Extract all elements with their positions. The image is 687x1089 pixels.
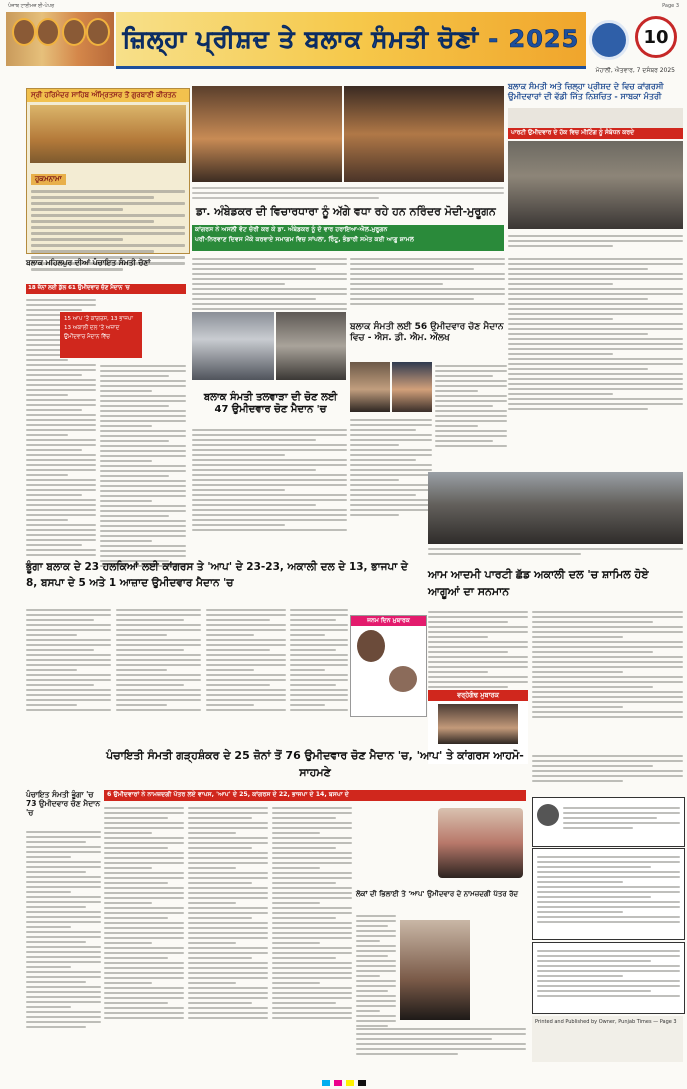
talwara-photo-1 [192, 312, 274, 380]
bhunga-small-text [26, 828, 101, 1068]
bhunga-col-1 [26, 606, 111, 738]
talwara-photo-2 [276, 312, 346, 380]
page-number-badge: 10 [635, 16, 677, 58]
dateline: ਮੋਹਾਲੀ, ਐਤਵਾਰ, 7 ਦਸੰਬਰ 2025 [595, 67, 675, 74]
meta-right: Page 3 [662, 3, 679, 9]
birthday-box [350, 615, 427, 717]
banner-title: ਜ਼ਿਲ੍ਹਾ ਪ੍ਰੀਸ਼ਦ ਤੇ ਬਲਾਕ ਸੰਮਤੀ ਚੋਣਾਂ - 2025 [116, 12, 586, 69]
stat-line-3: ਉਮੀਦਵਾਰ ਮੈਦਾਨ ਵਿੱਚ [64, 334, 111, 340]
mahilpur-headline: ਬਲਾਕ ਮਹਿਲਪੁਰ ਦੀਆਂ ਪੰਚਾਇਤ ਸੰਮਤੀ ਚੋਣਾਂ [26, 258, 151, 267]
congress-red-sub: ਪਾਰਟੀ ਉਮੀਦਵਾਰ ਦੇ ਹੱਕ ਵਿਚ ਮੀਟਿੰਗ ਨੂੰ ਸੰਬੋਧਨ ਕਰਦੇ [508, 128, 683, 139]
imprint-box [532, 1016, 683, 1062]
headline-spacer [508, 108, 683, 128]
akali-col-2 [532, 608, 683, 748]
akali-col-3 [532, 752, 683, 792]
birthday-photo [357, 630, 385, 662]
bhunga-col-4 [290, 606, 348, 738]
notice-ad-2 [532, 942, 685, 1014]
mahilpur-red-sub: 18 ਜ਼ੋਨਾਂ ਲਈ ਕੁੱਲ 61 ਉਮੀਦਵਾਰ ਚੋਣ ਮੈਦਾਨ 'ਚ [26, 284, 186, 294]
center-right-text [350, 255, 505, 305]
ambedkar-article-text [192, 255, 347, 310]
bhunga-small-headline: ਪੰਚਾਇਤ ਸੰਮਤੀ ਭੂੰਗਾ 'ਚ 73 ਉਮੀਦਵਾਰ ਚੋਣ ਮੈਦਾਨ 'ਚ [26, 790, 101, 817]
anniversary-photo [438, 704, 518, 744]
garhshankar-headline: ਪੰਚਾਇਤੀ ਸੰਮਤੀ ਗੜ੍ਹਸ਼ੰਕਰ ਦੇ 25 ਜ਼ੋਨਾਂ ਤੋਂ 76 ਉਮੀਦਵਾਰ ਚੋਣ ਮੈਦਾਨ 'ਚ, 'ਆਪ' ਤੇ ਕਾਂਗਰਸ ਆਹਮੋ-ਸਾਹਮਣੇ [106, 749, 524, 779]
photo-caption-lines [192, 184, 504, 202]
anniversary-label: ਵਰ੍ਹੇਗੰਢ ਮੁਬਾਰਕ [428, 690, 528, 701]
garhshankar-col-2 [188, 804, 268, 1066]
akali-headline: ਆਮ ਆਦਮੀ ਪਾਰਟੀ ਛੱਡ ਅਕਾਲੀ ਦਲ 'ਚ ਸ਼ਾਮਿਲ ਹੋਏ ਆਗੂਆਂ ਦਾ ਸਨਮਾਨ [428, 568, 649, 599]
56-candidates-headline: ਬਲਾਕ ਸੰਮਤੀ ਲਈ 56 ਉਮੀਦਵਾਰ ਚੋਣ ਮੈਦਾਨ ਵਿਚ - ਐਸ. ਡੀ. ਐਮ. ਔਲਖ [350, 322, 504, 343]
talwara-article-text [192, 426, 347, 556]
56-candidates-text [435, 362, 507, 472]
page-meta-strip [8, 3, 679, 11]
banner-face [62, 18, 86, 46]
official-photo [392, 362, 432, 412]
woman-portrait [438, 808, 523, 878]
meta-left: ਪੰਜਾਬ ਟਾਈਮਜ਼ ਈ-ਪੇਪਰ [8, 3, 55, 9]
banner-face [36, 18, 60, 46]
man-portrait [400, 920, 470, 1020]
congress-meeting-photo [508, 141, 683, 229]
garhshankar-col-1 [104, 804, 184, 1066]
green-bullet-1: ਕਾਂਗਰਸ ਨੇ ਅਸਲੀ ਵੋਟ ਚੋਰੀ ਕਰ ਕੇ ਡਾ. ਅੰਬੇਡਕਰ ਨੂੰ ਦੋ ਵਾਰ ਹਰਾਇਆ-ਐਲ.ਮੁਰੂਗਨ [195, 226, 388, 233]
event-photo-2 [344, 86, 504, 182]
sdm-photo [350, 362, 390, 412]
gurbani-box-header: ਸ੍ਰੀ ਹਰਿਮੰਦਰ ਸਾਹਿਬ ਅੰਮ੍ਰਿਤਸਰ ਤੋਂ ਗੁਰਬਾਣੀ ਕੀਰਤਨ [27, 89, 189, 102]
golden-temple-image [30, 105, 186, 163]
bhunga-headline: ਭੂੰਗਾ ਬਲਾਕ ਦੇ 23 ਹਲਕਿਆਂ ਲਈ ਕਾਂਗਰਸ ਤੇ 'ਆਪ' ਦੇ 23-23, ਅਕਾਲੀ ਦਲ ਦੇ 13, ਭਾਜਪਾ ਦੇ 8, ਬਸਪਾ ਦੇ 5 ਅਤੇ 1 ਆਜ਼ਾਦ ਉਮੀਦਵਾਰ ਮੈਦਾਨ 'ਚ [26, 561, 408, 590]
bhunga-col-2 [116, 606, 201, 738]
mahilpur-stat-box [60, 312, 142, 358]
right-column-text [508, 255, 683, 470]
group-photo-caption [428, 545, 683, 559]
masthead-banner [6, 12, 681, 66]
ambedkar-headline: ਡਾ. ਅੰਬੇਡਕਰ ਦੀ ਵਿਚਾਰਧਾਰਾ ਨੂੰ ਅੱਗੇ ਵਧਾ ਰਹੇ ਹਨ ਨਰਿੰਦਰ ਮੋਦੀ-ਮੁਰੂਗਨ [196, 205, 496, 218]
birthday-label: ਜਨਮ ਦਿਨ ਮੁਬਾਰਕ [351, 616, 426, 626]
banner-photo-strip [6, 12, 114, 66]
appeal-headline: ਲੋਕਾਂ ਦੀ ਭਿਲਾਈ ਤੇ 'ਆਪ' ਉਮੀਦਵਾਰ ਦੇ ਨਾਮਜ਼ਦਗੀ ਪੱਤਰ ਰੱਦ [356, 890, 519, 898]
birthday-photo-2 [389, 666, 417, 692]
notice-ad-body [532, 848, 685, 940]
gurbani-box [26, 88, 190, 254]
group-photo-akali [428, 472, 683, 544]
talwara-headline: ਬਲਾਕ ਸੰਮਤੀ ਤਲਵਾੜਾ ਦੀ ਚੋਣ ਲਈ 47 ਉਮੀਦਵਾਰ ਚੋਣ ਮੈਦਾਨ 'ਚ [203, 392, 338, 415]
emblem-icon [537, 804, 559, 826]
official-notice-ad [532, 797, 685, 847]
stat-line-2: 13 ਅਕਾਲੀ ਦਲ 'ਤੇ ਅਜ਼ਾਦ [64, 325, 120, 331]
banner-face [12, 18, 36, 46]
congress-win-headline: ਬਲਾਕ ਸੰਮਤੀ ਅਤੇ ਜ਼ਿਲ੍ਹਾ ਪ੍ਰੀਸ਼ਦ ਦੇ ਵਿਚ ਕਾਂਗਰਸੀ ਉਮੀਦਵਾਰਾਂ ਦੀ ਵੱਡੀ ਜਿੱਤ ਨਿਸ਼ਚਿਤ - ਸਾਬਕਾ ਮੰਤਰੀ [508, 82, 664, 101]
green-bullet-box [192, 225, 504, 251]
imprint-text: Printed and Published by Owner, Punjab Times — Page 3 [535, 1019, 677, 1025]
green-bullet-2: ਪਰੀ-ਨਿਰਵਾਣ ਦਿਵਸ ਮੌਕੇ ਕਰਵਾਏ ਸਮਾਗਮ ਵਿਚ ਸਾਂਪਲਾ, ਰਿੰਟੂ, ਭੰਡਾਰੀ ਸਮੇਤ ਕਈ ਆਗੂ ਸ਼ਾਮਲ [195, 236, 414, 243]
garhshankar-red-sub: 6 ਉਮੀਦਵਾਰਾਂ ਨੇ ਨਾਮਜ਼ਦਗੀ ਪੱਤਰ ਲਏ ਵਾਪਸ, 'ਆਪ' ਦੇ 25, ਕਾਂਗਰਸ ਦੇ 22, ਭਾਜਪਾ ਦੇ 14, ਬਸਪਾ ਦੇ [104, 790, 526, 801]
event-photo-main [192, 86, 342, 182]
ballot-box-icon [588, 16, 630, 62]
hukamnama-label: ਹੁਕਮਨਾਮਾ [31, 174, 66, 185]
stat-line-1: 15 ਆਪ 'ਤੇ ਕਾਂਗਰਸ, 13 ਭਾਜਪਾ [64, 316, 133, 322]
bhunga-col-3 [206, 606, 286, 738]
bottom-color-strip [0, 1077, 687, 1089]
56-candidates-text-2 [350, 416, 432, 556]
banner-face [86, 18, 110, 46]
congress-caption-lines [508, 232, 683, 252]
garhshankar-col-3 [272, 804, 352, 1066]
appeal-text-bottom [356, 1025, 526, 1065]
